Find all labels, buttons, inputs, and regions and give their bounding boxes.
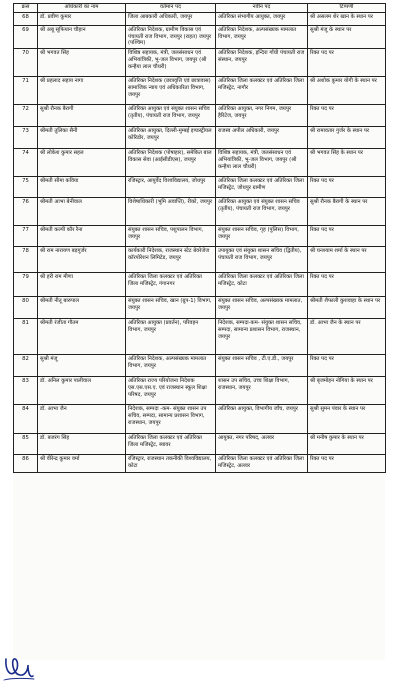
current-post-cell: अतिरिक्त जिला कलक्टर एवं अतिरिक्त जिला मजिस्ट्रेट, गंगानगर xyxy=(126,273,216,297)
current-post-cell: विशिष्ठ सहायक, मंत्री, जलसंसाधन एवं अभियांत्रिकी, भू-जल विभाग, जयपुर (श्री कन्हैया लाल चौधरी) xyxy=(126,49,216,77)
table-row xyxy=(14,226,386,247)
new-post-cell: अतिरिक्त संभागीय आयुक्त, जयपुर xyxy=(216,13,308,26)
name-cell: श्री भगवत सिंह xyxy=(38,49,126,77)
remarks-cell: श्री भगवत सिंह के स्थान पर xyxy=(308,149,386,177)
table-row xyxy=(14,177,386,198)
current-post-cell: संयुक्त शासन सचिव, खान (ग्रुप-1) विभाग, जयपुर xyxy=(126,297,216,319)
remarks-cell: डॉ. आभा जैन के स्थान पर xyxy=(308,319,386,355)
remarks-cell: रिक्त पद पर xyxy=(308,49,386,77)
remarks-cell: श्रीमती शैफाली कुशवाहा के स्थान पर xyxy=(308,297,386,319)
signature xyxy=(2,650,36,682)
table-row xyxy=(14,198,386,226)
name-cell: डॉ. आभा जैन xyxy=(38,405,126,434)
serial-cell: 72 xyxy=(14,105,38,127)
new-post-cell: उपायुक्त एवं संयुक्त शासन सचिव (द्वितीय), पंचायती राज विभाग, जयपुर xyxy=(216,247,308,273)
table-row xyxy=(14,455,386,473)
table-row xyxy=(14,149,386,177)
current-post-cell: जिला आबकारी अधिकारी, जयपुर xyxy=(126,13,216,26)
remarks-cell: रिक्त पद पर xyxy=(308,177,386,198)
table-row xyxy=(14,13,386,26)
table-row xyxy=(14,127,386,149)
current-post-cell: कार्यकारी निदेशक, राजस्थान स्टेट बेवरेजेज कॉरपोरेशन लिमिटेड, जयपुर xyxy=(126,247,216,273)
serial-cell: 80 xyxy=(14,297,38,319)
name-cell: डॉ. प्रवीण कुमार xyxy=(38,13,126,26)
current-post-cell: अतिरिक्त निदेशक, ग्रामीण विकास एवं पंचायती राज विभाग, जयपुर (राहत) जयपुर (पश्चिम) xyxy=(126,26,216,49)
name-cell: श्री हरी राम मीणा xyxy=(38,273,126,297)
remarks-cell: सुश्री मंजू के स्थान पर xyxy=(308,26,386,49)
remarks-cell: श्री बृजमोहन नोगिया के स्थान पर xyxy=(308,377,386,405)
remarks-cell: श्री रामावतार गुर्जर के स्थान पर xyxy=(308,127,386,149)
new-post-cell: अतिरिक्त आयुक्त, नगर निगम, जयपुर हैरिटेज, जयपुर xyxy=(216,105,308,127)
serial-cell: 75 xyxy=(14,177,38,198)
table-row xyxy=(14,377,386,405)
name-cell: श्रीमती नीतू बारुपाल xyxy=(38,297,126,319)
serial-cell: 78 xyxy=(14,247,38,273)
name-cell: श्रीमती कल्पी कौर रैना xyxy=(38,226,126,247)
new-post-cell: आयुक्त, नगर परिषद, अलवर xyxy=(216,434,308,455)
table-row xyxy=(14,319,386,355)
serial-cell: 73 xyxy=(14,127,38,149)
name-cell: श्रीमती सीमा कविया xyxy=(38,177,126,198)
current-post-cell: अतिरिक्त आयुक्त (प्रवर्तन), परिवहन विभाग, जयपुर xyxy=(126,319,216,355)
serial-cell: 79 xyxy=(14,273,38,297)
name-cell: श्री अबू सूफियान चौहान xyxy=(38,26,126,49)
header-remarks: टिप्पणी xyxy=(308,4,386,13)
document-page xyxy=(13,3,385,660)
current-post-cell: संयुक्त शासन सचिव, पशुपालन विभाग, जयपुर xyxy=(126,226,216,247)
serial-cell: 71 xyxy=(14,77,38,105)
serial-cell: 86 xyxy=(14,455,38,473)
header-new-post: नवीन पद xyxy=(216,4,308,13)
serial-cell: 68 xyxy=(14,13,38,26)
serial-cell: 84 xyxy=(14,405,38,434)
current-post-cell: अतिरिक्त आयुक्त एवं संयुक्त शासन सचिव (तृतीय), पंचायती राज विभाग, जयपुर xyxy=(126,105,216,127)
new-post-cell: शासन उप सचिव, उच्च शिक्षा विभाग, राजस्थान, जयपुर xyxy=(216,377,308,405)
serial-cell: 83 xyxy=(14,377,38,405)
serial-cell: 85 xyxy=(14,434,38,455)
table-row xyxy=(14,26,386,49)
remarks-cell: श्री असलम शेर खान के स्थान पर xyxy=(308,13,386,26)
name-cell: डॉ. अनिल कुमार पालीवाल xyxy=(38,377,126,405)
table-row xyxy=(14,355,386,377)
remarks-cell: श्री मनीष कुमार के स्थान पर xyxy=(308,434,386,455)
new-post-cell: अतिरिक्त जिला कलक्टर एवं अतिरिक्त जिला मजिस्ट्रेट, अलवर xyxy=(216,455,308,473)
remarks-cell: सुश्री रौनक बैरागी के स्थान पर xyxy=(308,198,386,226)
table-header-row xyxy=(14,4,386,13)
current-post-cell: निदेशक, सम्पदा -कम- संयुक्त शासन उप सचिव, सम्पदा, सामान्य प्रशासन विभाग, राजस्थान, जयपुर xyxy=(126,405,216,434)
new-post-cell: राजस्व अपील अधिकारी, जयपुर xyxy=(216,127,308,149)
name-cell: श्रीमती तुलिका सैनी xyxy=(38,127,126,149)
current-post-cell: अतिरिक्त निदेशक (छात्रवृत्ति एवं छात्रावास) सामाजिक न्याय एवं अधिकारिता विभाग, जयपुर xyxy=(126,77,216,105)
name-cell: श्री राम नारायण बड़गुर्जर xyxy=(38,247,126,273)
current-post-cell: अतिरिक्त राज्य परियोजना निदेशक एस.एस.एस.ए. एवं राजस्थान स्कूल शिक्षा परिषद, जयपुर xyxy=(126,377,216,405)
new-post-cell: विशिष्ठ सहायक, मंत्री, जलसंसाधन एवं अभियांत्रिकी, भू-जल विभाग, जयपुर (श्री कन्हैया लाल चौधरी) xyxy=(216,149,308,177)
name-cell: डॉ. बजरंग सिंह xyxy=(38,434,126,455)
remarks-cell: श्री अशोक कुमार योगी के स्थान पर xyxy=(308,77,386,105)
remarks-cell: रिक्त पद पर xyxy=(308,455,386,473)
new-post-cell: अतिरिक्त आयुक्त, विभागीय जाँच, जयपुर xyxy=(216,405,308,434)
table-row xyxy=(14,405,386,434)
current-post-cell: विशेषाधिकारी (भूमि अवाप्ति), रीको, जयपुर xyxy=(126,198,216,226)
table-row xyxy=(14,297,386,319)
table-row xyxy=(14,105,386,127)
serial-cell: 74 xyxy=(14,149,38,177)
name-cell: श्री प्रहलाद सहाय नागा xyxy=(38,77,126,105)
header-serial: क्रसं xyxy=(14,4,38,13)
current-post-cell: रजिस्ट्रार, राजस्थान तकनीकी विश्वविद्यालय, कोटा xyxy=(126,455,216,473)
new-post-cell: अतिरिक्त जिला कलक्टर एवं अतिरिक्त जिला मजिस्ट्रेट, जोधपुर ग्रामीण xyxy=(216,177,308,198)
table-row xyxy=(14,434,386,455)
remarks-cell: रिक्त पद पर xyxy=(308,226,386,247)
name-cell: सुश्री मंजू xyxy=(38,355,126,377)
current-post-cell: अतिरिक्त निदेशक (पोषाहार), समेकित बाल विकास सेवा (आईसीडीएस), जयपुर xyxy=(126,149,216,177)
new-post-cell: संयुक्त शासन सचिव, अल्पसंख्यक मामलात, जयपुर xyxy=(216,297,308,319)
current-post-cell: अतिरिक्त निदेशक, अल्पसंख्यक मामलात विभाग, जयपुर xyxy=(126,355,216,377)
serial-cell: 76 xyxy=(14,198,38,226)
new-post-cell: अतिरिक्त निदेशक, अल्पसंख्यक मामलात विभाग, जयपुर xyxy=(216,26,308,49)
remarks-cell: श्री घनश्याम शर्मा के स्थान पर xyxy=(308,247,386,273)
header-current-post: वर्तमान पद xyxy=(126,4,216,13)
header-officer-name: अधिकारी का नाम xyxy=(38,4,126,13)
current-post-cell: अतिरिक्त जिला कलक्टर एवं अतिरिक्त जिला मजिस्ट्रेट, ब्यावर xyxy=(126,434,216,455)
table-row xyxy=(14,247,386,273)
new-post-cell: संयुक्त शासन सचिव, गृह (पुलिस) विभाग, जयपुर xyxy=(216,226,308,247)
name-cell: श्री वीरेन्द्र कुमार वर्मा xyxy=(38,455,126,473)
name-cell: सुश्री रौनक बैरागी xyxy=(38,105,126,127)
table-row xyxy=(14,49,386,77)
serial-cell: 69 xyxy=(14,26,38,49)
new-post-cell: अतिरिक्त जिला कलक्टर एवं अतिरिक्त जिला मजिस्ट्रेट, कोटा xyxy=(216,273,308,297)
new-post-cell: संयुक्त शासन सचिव , टी.ए.डी., जयपुर xyxy=(216,355,308,377)
remarks-cell: रिक्त पद पर xyxy=(308,273,386,297)
new-post-cell: अतिरिक्त आयुक्त एवं संयुक्त शासन सचिव (तृतीय), पंचायती राज विभाग, जयपुर xyxy=(216,198,308,226)
current-post-cell: रजिस्ट्रार, आयुर्वेद विश्वविद्यालय, जोधपुर xyxy=(126,177,216,198)
name-cell: श्री लोकेश कुमार सहल xyxy=(38,149,126,177)
serial-cell: 82 xyxy=(14,355,38,377)
serial-cell: 70 xyxy=(14,49,38,77)
serial-cell: 81 xyxy=(14,319,38,355)
new-post-cell: निदेशक, सम्पदा-कम- संयुक्त शासन सचिव, सम्पदा, सामान्य प्रशासन विभाग, राजस्थान, जयपुर xyxy=(216,319,308,355)
transfer-table xyxy=(13,3,386,473)
new-post-cell: अतिरिक्त निदेशक, इन्दिरा गाँधी पंचायती राज संस्थान, जयपुर xyxy=(216,49,308,77)
remarks-cell: सुश्री सुमन पंवार के स्थान पर xyxy=(308,405,386,434)
remarks-cell: रिक्त पद पर xyxy=(308,355,386,377)
table-row xyxy=(14,77,386,105)
table-body xyxy=(14,13,386,473)
remarks-cell: रिक्त पद पर xyxy=(308,105,386,127)
name-cell: श्रीमती रंजीता गौतम xyxy=(38,319,126,355)
name-cell: श्रीमती आभा बेनीवाल xyxy=(38,198,126,226)
current-post-cell: अतिरिक्त आयुक्त, दिल्ली-मुम्बई इण्डस्ट्रीयल कोरिडोर, जयपुर xyxy=(126,127,216,149)
table-row xyxy=(14,273,386,297)
new-post-cell: अतिरिक्त जिला कलक्टर एवं अतिरिक्त जिला मजिस्ट्रेट, नागौर xyxy=(216,77,308,105)
serial-cell: 77 xyxy=(14,226,38,247)
